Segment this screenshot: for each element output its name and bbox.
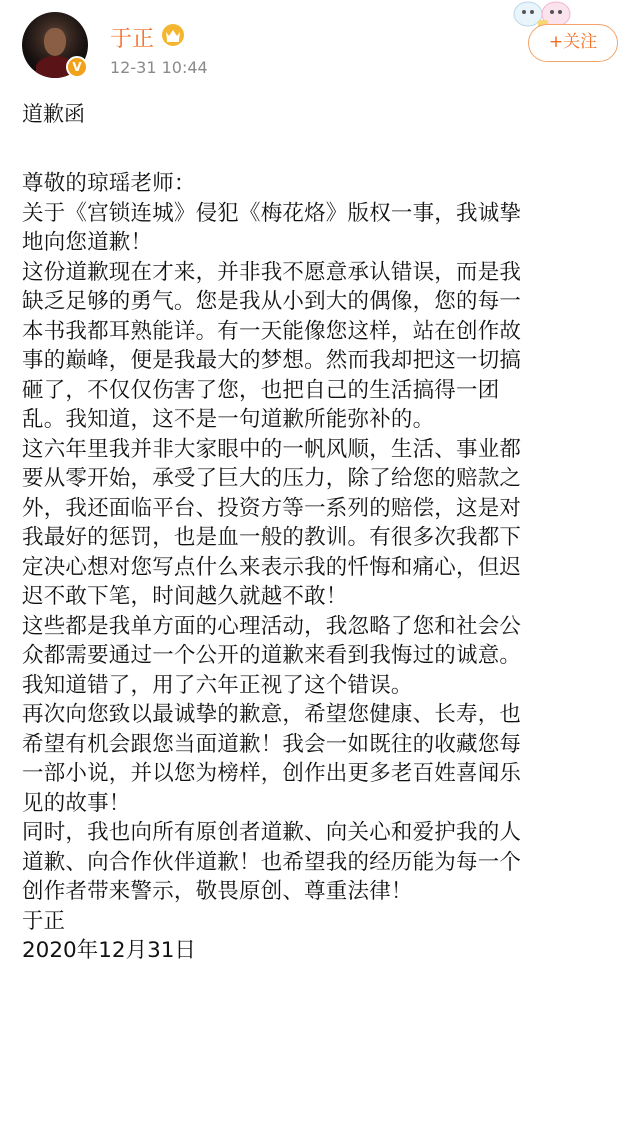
avatar-face [44, 28, 66, 56]
letter-line: 我最好的惩罚，也是血一般的教训。有很多次我都下 [22, 525, 522, 550]
letter-line: 道歉、向合作伙伴道歉！也希望我的经历能为每一个 [22, 849, 522, 875]
follow-button[interactable]: +关注 [528, 24, 618, 62]
letter-line: 本书我都耳熟能详。有一天能像您这样，站在创作故 [22, 318, 522, 344]
letter-title: 道歉函 [22, 102, 85, 126]
letter-line: 尊敬的琼瑶老师： [22, 171, 196, 196]
post-header [0, 0, 640, 100]
blank-line [22, 132, 634, 169]
post-timestamp: 12-31 10:44 [110, 58, 208, 77]
letter-date: 2020年12月31日 [22, 938, 196, 963]
letter-line: 同时，我也向所有原创者道歉、向关心和爱护我的人 [22, 820, 522, 845]
letter-line: 再次向您致以最诚挚的歉意，希望您健康、长寿，也 [22, 702, 522, 727]
letter-body [22, 96, 634, 966]
crown-icon[interactable] [162, 24, 184, 46]
letter-line: 众都需要通过一个公开的道歉来看到我悔过的诚意。 [22, 643, 522, 668]
letter-line: 见的故事！ [22, 790, 131, 816]
letter-line: 关于《宫锁连城》侵犯《梅花烙》版权一事，我诚挚 [22, 200, 522, 226]
letter-line: 希望有机会跟您当面道歉！我会一如既往的收藏您每 [22, 731, 522, 757]
letter-line: 创作者带来警示，敬畏原创、尊重法律！ [22, 879, 413, 904]
letter-line: 迟不敢下笔，时间越久就越不敢！ [22, 584, 348, 609]
letter-line: 砸了，不仅仅伤害了您，也把自己的生活搞得一团 [22, 377, 500, 403]
letter-line: 事的巅峰，便是我最大的梦想。然而我却把这一切搞 [22, 348, 522, 373]
letter-line: 这些都是我单方面的心理活动，我忽略了您和社会公 [22, 613, 522, 639]
letter-line: 外，我还面临平台、投资方等一系列的赔偿，这是对 [22, 495, 522, 521]
letter-line: 我知道错了，用了六年正视了这个错误。 [22, 672, 413, 698]
author-name[interactable]: 于正 [110, 27, 155, 52]
letter-line: 这份道歉现在才来，并非我不愿意承认错误，而是我 [22, 259, 522, 285]
letter-signature: 于正 [22, 908, 66, 934]
letter-line: 乱。我知道，这不是一句道歉所能弥补的。 [22, 407, 435, 432]
letter-line: 一部小说，并以您为榜样，创作出更多老百姓喜闻乐 [22, 761, 522, 786]
letter-line: 这六年里我并非大家眼中的一帆风顺，生活、事业都 [22, 436, 522, 462]
letter-line: 要从零开始，承受了巨大的压力，除了给您的赔款之 [22, 466, 522, 491]
letter-line: 地向您道歉！ [22, 230, 153, 255]
verified-badge-icon: V [66, 56, 88, 78]
letter-line: 定决心想对您写点什么来表示我的忏悔和痛心，但迟 [22, 554, 522, 580]
letter-line: 缺乏足够的勇气。您是我从小到大的偶像，您的每一 [22, 289, 522, 314]
